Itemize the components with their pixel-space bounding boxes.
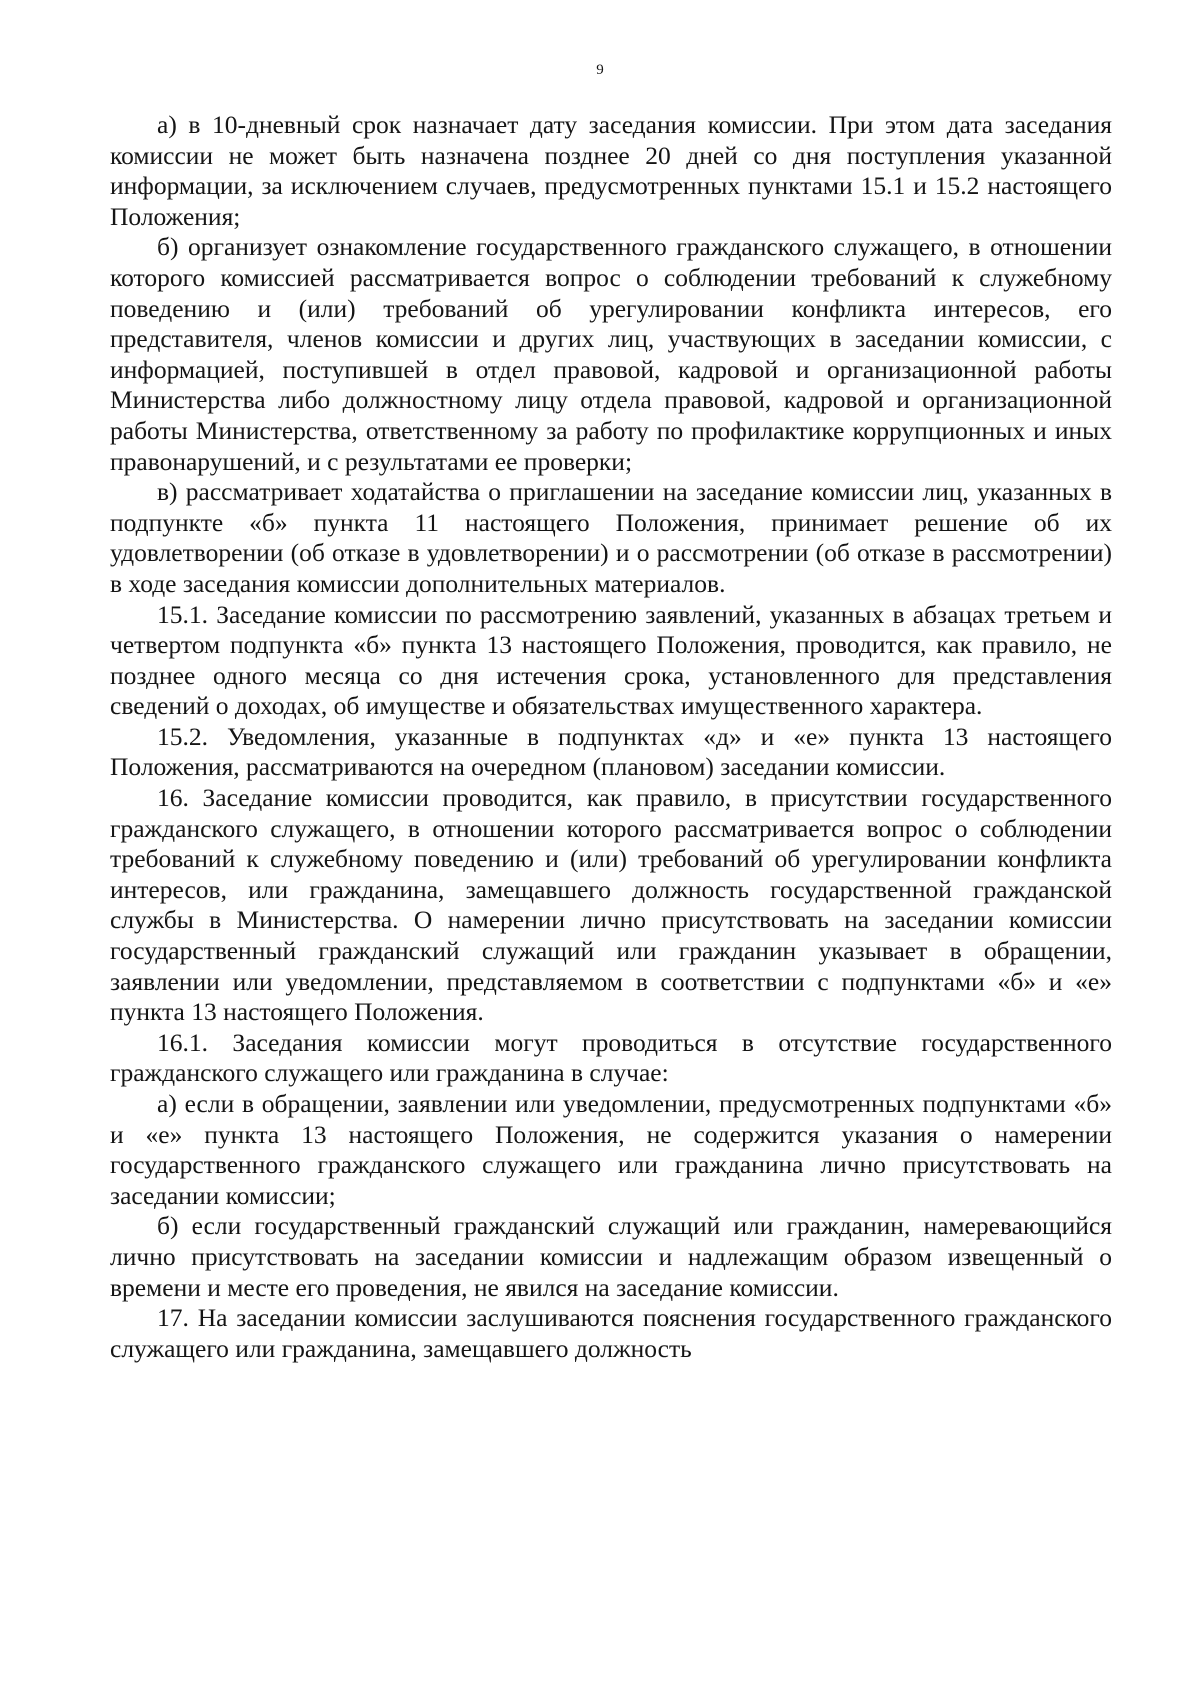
- paragraph-16-1: 16.1. Заседания комиссии могут проводиться в отсутствие государственного гражданского служащего или гражданина в случае:: [110, 1027, 1112, 1088]
- paragraph-15-2: 15.2. Уведомления, указанные в подпунктах «д» и «е» пункта 13 настоящего Положения, рассматриваются на очередном (плановом) заседании комиссии.: [110, 721, 1112, 782]
- page-number: 9: [596, 62, 604, 78]
- paragraph-16-1-a: а) если в обращении, заявлении или уведомлении, предусмотренных подпунктами «б» и «е» пункта 13 настоящего Положения, не содержится указания о намерении государственного гражданского служащего или гражданина лично присутствовать на заседании комиссии;: [110, 1089, 1112, 1210]
- paragraph-15-v: в) рассматривает ходатайства о приглашении на заседание комиссии лиц, указанных в подпункте «б» пункта 11 настоящего Положения, принимает решение об их удовлетворении (об отказе в удовлетворении) и о рассмотрении (об отказе в рассмотрении) в ходе заседания комиссии дополнительных материалов.: [110, 477, 1112, 598]
- paragraph-15-b: б) организует ознакомление государственного гражданского служащего, в отношении которого комиссией рассматривается вопрос о соблюдении требований к служебному поведению и (или) требований об урегулировании конфликта интересов, его представителя, членов комиссии и других лиц, участвующих в заседании комиссии, с информацией, поступившей в отдел правовой, кадровой и организационной работы Министерства либо должностному лицу отдела правовой, кадровой и организационной работы Министерства, ответственному за работу по профилактике коррупционных и иных правонарушений, и с результатами ее проверки;: [110, 232, 1112, 476]
- paragraph-16: 16. Заседание комиссии проводится, как правило, в присутствии государственного гражданского служащего, в отношении которого рассматривается вопрос о соблюдении требований к служебному поведению и (или) требований об урегулировании конфликта интересов, или гражданина, замещавшего должность государственной гражданской службы в Министерства. О намерении лично присутствовать на заседании комиссии государственный гражданский служащий или гражданин указывает в обращении, заявлении или уведомлении, представляемом в соответствии с подпунктами «б» и «е» пункта 13 настоящего Положения.: [110, 783, 1112, 1027]
- document-body: [110, 110, 1112, 1364]
- paragraph-15-a: а) в 10-дневный срок назначает дату заседания комиссии. При этом дата заседания комиссии не может быть назначена позднее 20 дней со дня поступления указанной информации, за исключением случаев, предусмотренных пунктами 15.1 и 15.2 настоящего Положения;: [110, 110, 1112, 231]
- paragraph-17: 17. На заседании комиссии заслушиваются пояснения государственного гражданского служащего или гражданина, замещавшего должность: [110, 1303, 1112, 1363]
- paragraph-15-1: 15.1. Заседание комиссии по рассмотрению заявлений, указанных в абзацах третьем и четвертом подпункта «б» пункта 13 настоящего Положения, проводится, как правило, не позднее одного месяца со дня истечения срока, установленного для представления сведений о доходах, об имуществе и обязательствах имущественного характера.: [110, 599, 1112, 721]
- paragraph-16-1-b: б) если государственный гражданский служащий или гражданин, намеревающийся лично присутствовать на заседании комиссии и надлежащим образом извещенный о времени и месте его проведения, не явился на заседание комиссии.: [110, 1211, 1112, 1302]
